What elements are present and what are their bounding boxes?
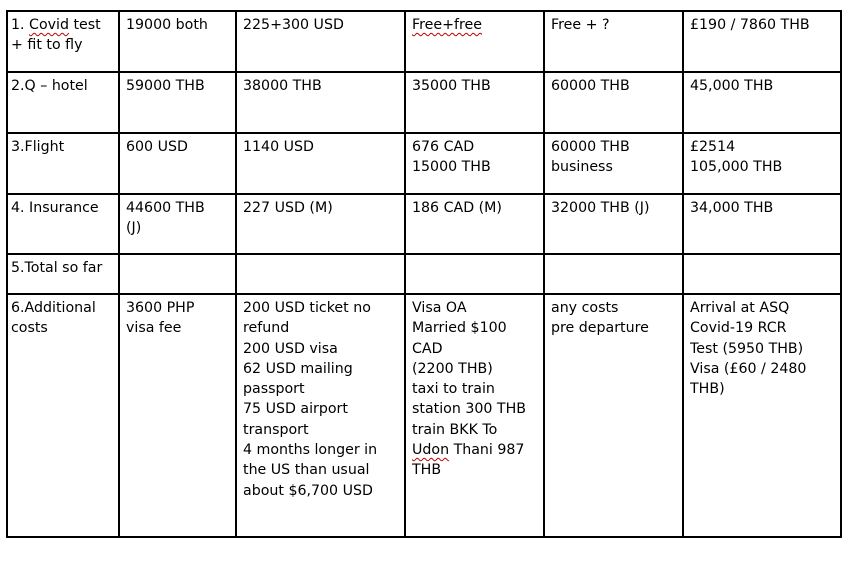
table-cell: 59000 THB [119, 72, 236, 133]
table-cell: 1140 USD [236, 133, 405, 194]
row-label-insurance: 4. Insurance [7, 194, 119, 254]
table-cell [405, 11, 544, 72]
table-row-additional-costs [7, 294, 841, 537]
table-cell: 3600 PHP visa fee [119, 294, 236, 537]
table-cell: Arrival at ASQ Covid-19 RCR Test (5950 THB) Visa (£60 / 2480 THB) [683, 294, 841, 537]
table-cell: £2514 105,000 THB [683, 133, 841, 194]
table-cell: 186 CAD (M) [405, 194, 544, 254]
table-cell: 600 USD [119, 133, 236, 194]
table-cell: 225+300 USD [236, 11, 405, 72]
row-label-additional-costs: 6.Additional costs [7, 294, 119, 537]
row-label-total: 5.Total so far [7, 254, 119, 294]
table-cell: £190 / 7860 THB [683, 11, 841, 72]
table-row-insurance [7, 194, 841, 254]
table-row-hotel [7, 72, 841, 133]
row-label-hotel: 2.Q – hotel [7, 72, 119, 133]
table-cell: 60000 THB [544, 72, 683, 133]
table-row-flight [7, 133, 841, 194]
table-cell [544, 254, 683, 294]
table-cell: 45,000 THB [683, 72, 841, 133]
table-cell: 44600 THB (J) [119, 194, 236, 254]
table-cell [236, 254, 405, 294]
row-label-flight: 3.Flight [7, 133, 119, 194]
table-cell: 32000 THB (J) [544, 194, 683, 254]
cost-comparison-table [6, 10, 842, 538]
table-cell: Visa OA Married $100 CAD (2200 THB) taxi to train station 300 THB train BKK To Udon Thani 987 THB [405, 294, 544, 537]
spellcheck-word: Covid [29, 17, 69, 33]
table-cell: 227 USD (M) [236, 194, 405, 254]
table-cell: 60000 THB business [544, 133, 683, 194]
table-cell: 676 CAD 15000 THB [405, 133, 544, 194]
spellcheck-word: Udon [412, 442, 450, 459]
table-cell: any costs pre departure [544, 294, 683, 537]
table-row-total [7, 254, 841, 294]
table-cell: 19000 both [119, 11, 236, 72]
table-cell: 34,000 THB [683, 194, 841, 254]
table-cell [683, 254, 841, 294]
table-cell [405, 254, 544, 294]
table-cell: 200 USD ticket no refund 200 USD visa 62 USD mailing passport 75 USD airport transport 4 months longer in the US than usual about $6,700 USD [236, 294, 405, 537]
table-cell: Free + ? [544, 11, 683, 72]
table-cell: 38000 THB [236, 72, 405, 133]
table-cell [119, 254, 236, 294]
row-label-covid-test: 1. Covid test + fit to fly [7, 11, 119, 72]
table-cell: 35000 THB [405, 72, 544, 133]
spellcheck-word: Free+free [412, 17, 482, 33]
table-row-covid-test [7, 11, 841, 72]
